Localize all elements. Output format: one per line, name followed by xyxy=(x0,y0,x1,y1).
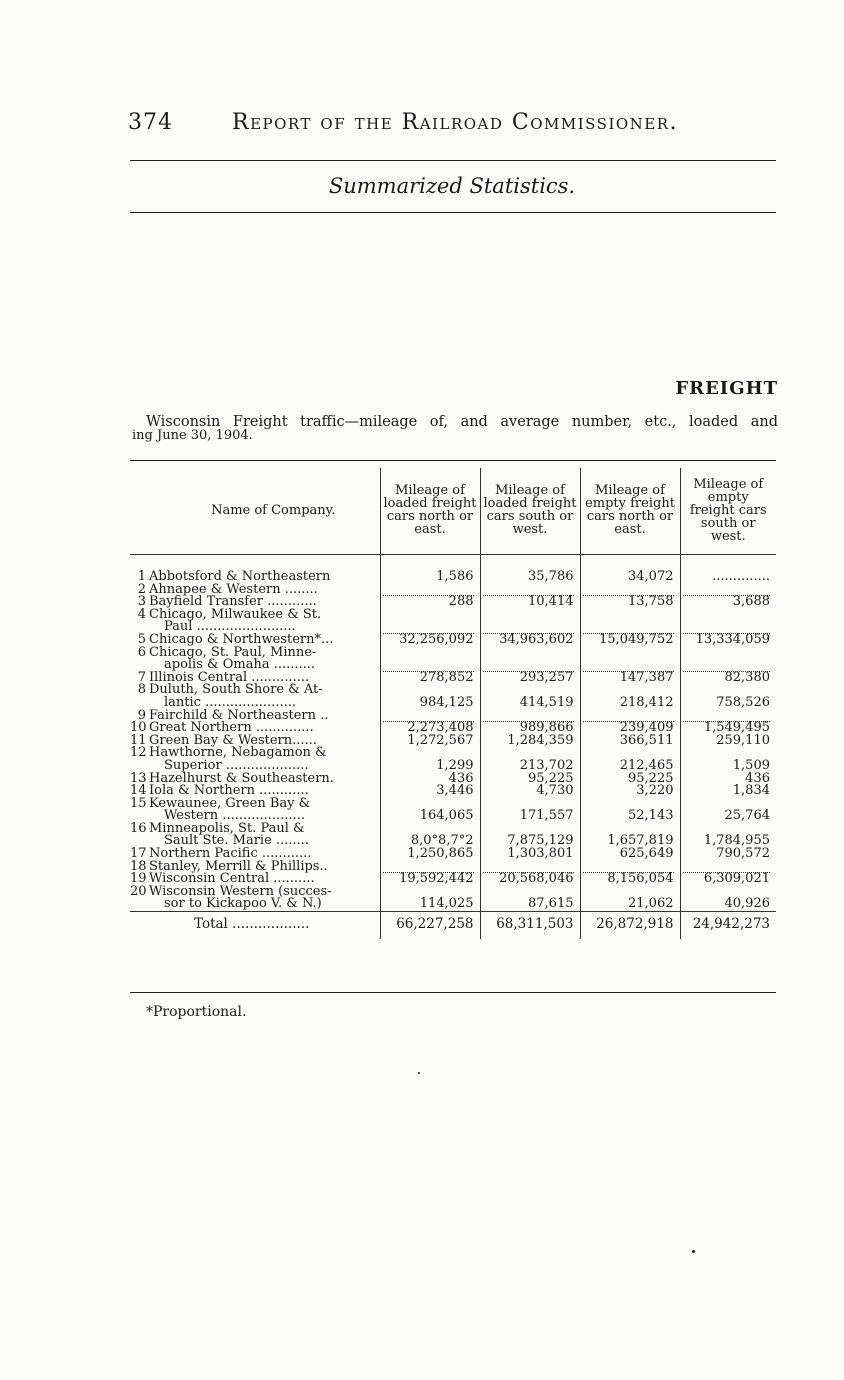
footnote: *Proportional. xyxy=(146,1004,247,1020)
column-header-loaded-south-west: Mileage of loaded freight cars south or west. xyxy=(480,468,580,555)
company-name: Ahnapee & Western ........ xyxy=(149,581,318,597)
total-label: Total .................. xyxy=(130,912,380,939)
loaded-north-east-cell: 278,852 xyxy=(380,672,480,685)
company-name-cell xyxy=(130,747,380,772)
loaded-south-west-cell: 414,519 xyxy=(480,684,580,709)
loaded-north-east-cell: 1,272,567 xyxy=(380,735,480,748)
empty-south-west-cell: 436 xyxy=(680,773,776,786)
loaded-north-east-cell: 2,273,408 xyxy=(380,722,480,735)
row-number: 4 xyxy=(137,606,146,622)
empty-north-east-cell: 95,225 xyxy=(580,773,680,786)
company-name-cell xyxy=(130,795,380,824)
column-header-company: Name of Company. xyxy=(211,502,336,518)
loaded-south-west-cell: 35,786 xyxy=(480,571,580,584)
print-speck xyxy=(692,1250,695,1253)
loaded-south-west-cell: 213,702 xyxy=(480,747,580,772)
empty-south-west-cell: 1,509 xyxy=(680,747,776,772)
empty-north-east-cell xyxy=(580,647,680,672)
loaded-north-east-cell: 288 xyxy=(380,596,480,609)
company-name-continuation: Superior .................... xyxy=(164,757,309,773)
loaded-north-east-cell: 436 xyxy=(380,773,480,786)
company-name: Bayfield Transfer ............ xyxy=(149,594,317,610)
empty-south-west-cell: 3,688 xyxy=(680,596,776,609)
empty-north-east-cell: 52,143 xyxy=(580,798,680,823)
loaded-north-east-cell: 114,025 xyxy=(380,886,480,912)
table-row xyxy=(130,886,776,912)
print-speck xyxy=(418,1072,420,1074)
row-number: 15 xyxy=(130,795,147,811)
empty-north-east-cell xyxy=(580,609,680,634)
empty-north-east-cell: 212,465 xyxy=(580,747,680,772)
loaded-south-west-cell: 10,414 xyxy=(480,596,580,609)
table-row xyxy=(130,609,776,634)
loaded-south-west-cell: 989,866 xyxy=(480,722,580,735)
column-header-empty-north-east: Mileage of empty freight cars north or east. xyxy=(580,468,680,555)
loaded-south-west-cell: 7,875,129 xyxy=(480,823,580,848)
section-title: Summarized Statistics. xyxy=(328,174,576,198)
table-row xyxy=(130,798,776,823)
company-name-continuation: Paul ........................ xyxy=(164,619,296,635)
loaded-south-west-cell: 293,257 xyxy=(480,672,580,685)
company-name-continuation: lantic ...................... xyxy=(164,694,296,710)
row-number: 20 xyxy=(130,883,147,899)
empty-north-east-cell: 13,758 xyxy=(580,596,680,609)
row-number: 2 xyxy=(137,581,146,597)
empty-south-west-cell: 6,309,021 xyxy=(680,873,776,886)
company-name-cell xyxy=(130,644,380,673)
loaded-south-west-cell: 1,284,359 xyxy=(480,735,580,748)
company-name: Fairchild & Northeastern .. xyxy=(149,707,329,723)
company-name: Chicago & Northwestern*... xyxy=(149,631,334,647)
empty-north-east-cell: 147,387 xyxy=(580,672,680,685)
empty-north-east-cell: 239,409 xyxy=(580,722,680,735)
company-name: Illinois Central .............. xyxy=(149,669,310,685)
column-header-empty-south-west: Mileage of empty freight cars south or west. xyxy=(680,468,776,555)
total-empty-south-west: 24,942,273 xyxy=(680,912,776,939)
row-number: 5 xyxy=(137,631,146,647)
empty-south-west-cell: .............. xyxy=(680,571,776,584)
company-name: Hawthorne, Nebagamon & xyxy=(149,745,327,761)
row-number: 11 xyxy=(130,732,147,748)
total-row xyxy=(130,912,776,939)
loaded-north-east-cell: 19,592,442 xyxy=(380,873,480,886)
empty-north-east-cell: 218,412 xyxy=(580,684,680,709)
empty-north-east-cell: 1,657,819 xyxy=(580,823,680,848)
company-name: Kewaunee, Green Bay & xyxy=(149,795,311,811)
empty-north-east-cell: 15,049,752 xyxy=(580,634,680,647)
loaded-north-east-cell: 1,250,865 xyxy=(380,848,480,861)
loaded-north-east-cell xyxy=(380,647,480,672)
company-name-cell xyxy=(130,684,380,709)
row-number: 1 xyxy=(137,569,146,584)
total-loaded-south-west: 68,311,503 xyxy=(480,912,580,939)
loaded-south-west-cell: 171,557 xyxy=(480,798,580,823)
table-caption xyxy=(132,414,778,443)
total-empty-north-east: 26,872,918 xyxy=(580,912,680,939)
loaded-north-east-cell: 3,446 xyxy=(380,785,480,798)
row-number: 10 xyxy=(130,720,147,736)
table-row xyxy=(130,647,776,672)
company-name: Northern Pacific ............ xyxy=(149,846,312,862)
caption-line-1: Wisconsin Freight traffic—mileage of, and average number, etc., loaded and xyxy=(146,414,778,430)
row-number: 16 xyxy=(130,820,147,836)
company-name: Wisconsin Western (succes- xyxy=(149,883,332,899)
company-name: Minneapolis, St. Paul & xyxy=(149,820,305,836)
table-bottom-rule xyxy=(130,992,776,993)
table-top-rule xyxy=(130,460,776,461)
loaded-north-east-cell: 1,586 xyxy=(380,571,480,584)
company-name: Duluth, South Shore & At- xyxy=(149,682,323,698)
company-name: Chicago, Milwaukee & St. xyxy=(149,606,322,622)
loaded-south-west-cell xyxy=(480,647,580,672)
company-name-cell xyxy=(130,606,380,635)
column-header-loaded-north-east: Mileage of loaded freight cars north or east. xyxy=(380,468,480,555)
row-number: 8 xyxy=(137,682,146,698)
company-name-continuation: Western .................... xyxy=(164,808,305,824)
row-number: 6 xyxy=(137,644,146,660)
row-number: 19 xyxy=(130,871,147,887)
company-name: Iola & Northern ............ xyxy=(149,783,309,799)
running-head: Report of the Railroad Commissioner. xyxy=(232,110,679,135)
company-name: Stanley, Merrill & Phillips.. xyxy=(149,858,328,874)
company-name: Chicago, St. Paul, Minne- xyxy=(149,644,317,660)
loaded-south-west-cell: 1,303,801 xyxy=(480,848,580,861)
loaded-south-west-cell: 34,963,602 xyxy=(480,634,580,647)
loaded-south-west-cell: 20,568,046 xyxy=(480,873,580,886)
header-rule-top xyxy=(130,160,776,161)
table-row xyxy=(130,684,776,709)
loaded-north-east-cell: 164,065 xyxy=(380,798,480,823)
empty-north-east-cell: 21,062 xyxy=(580,886,680,912)
empty-south-west-cell: 1,549,495 xyxy=(680,722,776,735)
row-number: 13 xyxy=(130,770,147,786)
empty-south-west-cell: 13,334,059 xyxy=(680,634,776,647)
company-name: Great Northern .............. xyxy=(149,720,314,736)
freight-heading: FREIGHT xyxy=(675,378,778,399)
company-name: Abbotsford & Northeastern xyxy=(149,569,331,584)
loaded-north-east-cell: 32,256,092 xyxy=(380,634,480,647)
empty-south-west-cell: 1,834 xyxy=(680,785,776,798)
company-name-continuation: apolis & Omaha .......... xyxy=(164,657,316,673)
empty-south-west-cell: 82,380 xyxy=(680,672,776,685)
row-number: 14 xyxy=(130,783,147,799)
loaded-south-west-cell: 95,225 xyxy=(480,773,580,786)
company-name: Wisconsin Central .......... xyxy=(149,871,315,887)
loaded-north-east-cell: 1,299 xyxy=(380,747,480,772)
header-rule-bottom xyxy=(130,212,776,213)
loaded-south-west-cell: 4,730 xyxy=(480,785,580,798)
row-number: 12 xyxy=(130,745,147,761)
row-number: 9 xyxy=(137,707,146,723)
loaded-south-west-cell xyxy=(480,609,580,634)
company-name: Green Bay & Western...... xyxy=(149,732,317,748)
caption-line-2: ing June 30, 1904. xyxy=(132,428,253,443)
empty-north-east-cell: 3,220 xyxy=(580,785,680,798)
empty-north-east-cell: 366,511 xyxy=(580,735,680,748)
total-loaded-north-east: 66,227,258 xyxy=(380,912,480,939)
empty-south-west-cell: 40,926 xyxy=(680,886,776,912)
empty-south-west-cell: 1,784,955 xyxy=(680,823,776,848)
loaded-north-east-cell xyxy=(380,609,480,634)
empty-south-west-cell xyxy=(680,647,776,672)
company-name-continuation: sor to Kickapoo V. & N.) xyxy=(164,896,322,912)
empty-north-east-cell: 8,156,054 xyxy=(580,873,680,886)
loaded-south-west-cell: 87,615 xyxy=(480,886,580,912)
page-number: 374 xyxy=(128,110,173,135)
table-header-row xyxy=(130,468,776,555)
empty-south-west-cell: 758,526 xyxy=(680,684,776,709)
freight-mileage-table xyxy=(130,468,776,939)
company-name-cell xyxy=(130,883,380,912)
row-number: 17 xyxy=(130,846,147,862)
row-number: 3 xyxy=(137,594,146,610)
table-row xyxy=(130,747,776,772)
empty-south-west-cell: 25,764 xyxy=(680,798,776,823)
loaded-north-east-cell: 984,125 xyxy=(380,684,480,709)
company-name-continuation: Sault Ste. Marie ........ xyxy=(164,833,309,849)
company-name: Hazelhurst & Southeastern. xyxy=(149,770,334,786)
row-number: 18 xyxy=(130,858,147,874)
empty-north-east-cell: 34,072 xyxy=(580,571,680,584)
empty-south-west-cell: 790,572 xyxy=(680,848,776,861)
company-name-cell xyxy=(130,820,380,849)
empty-south-west-cell: 259,110 xyxy=(680,735,776,748)
empty-south-west-cell xyxy=(680,609,776,634)
table-row xyxy=(130,823,776,848)
empty-north-east-cell: 625,649 xyxy=(580,848,680,861)
loaded-north-east-cell: 8,0°8,7°2 xyxy=(380,823,480,848)
row-number: 7 xyxy=(137,669,146,685)
